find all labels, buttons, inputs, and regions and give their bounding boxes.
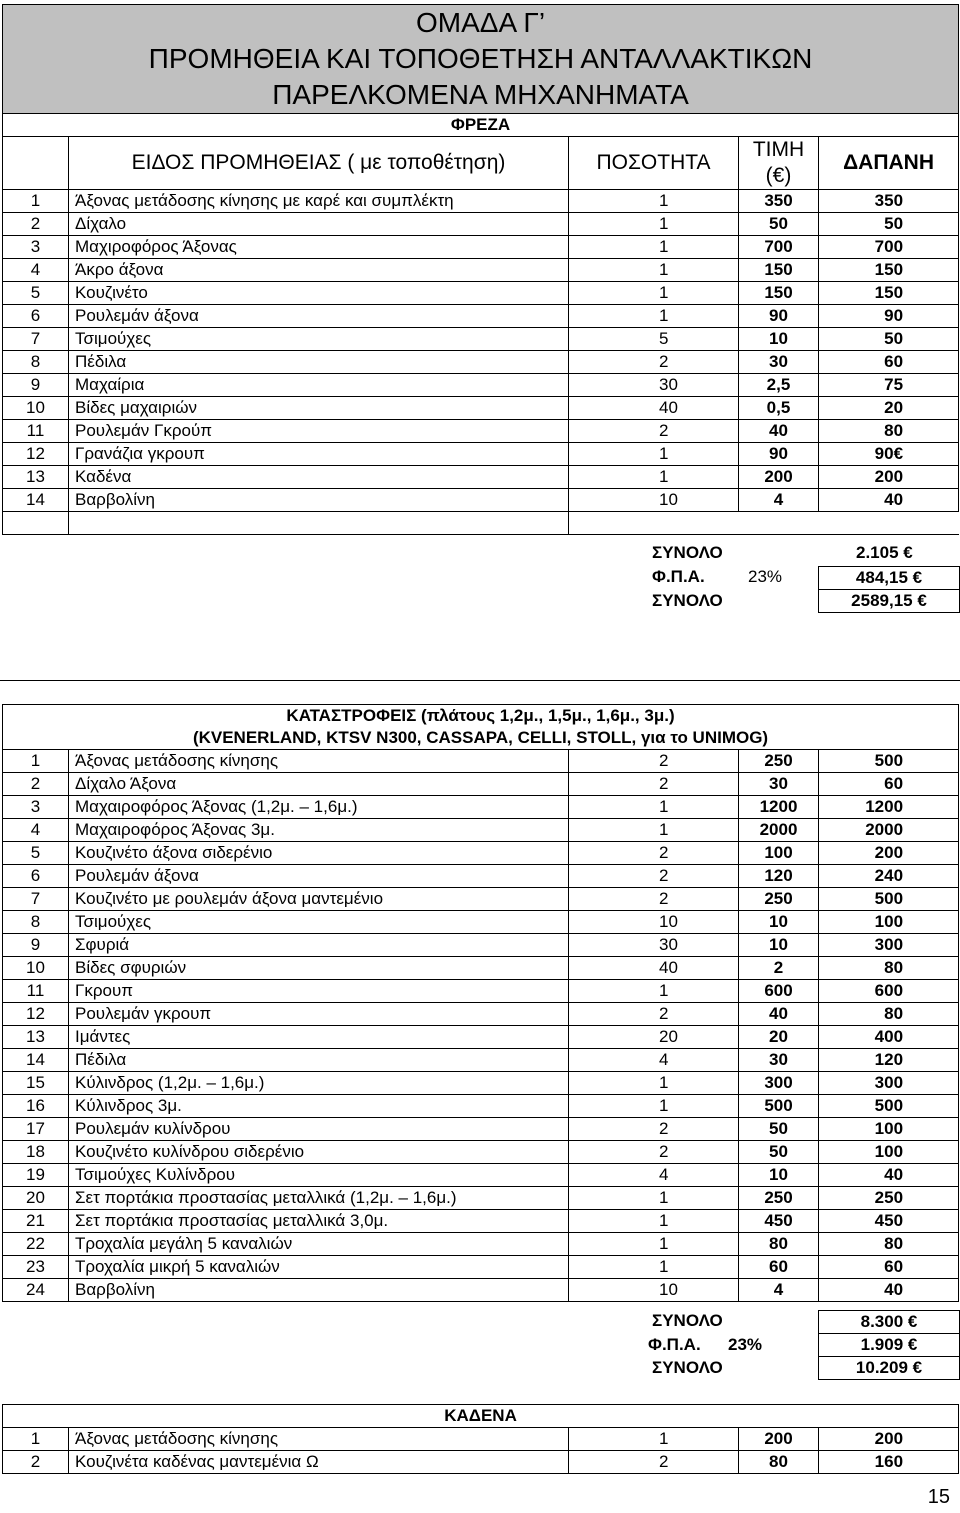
table-row	[3, 1141, 959, 1164]
row-price: 20	[739, 1026, 819, 1049]
table-row	[3, 1118, 959, 1141]
row-quantity: 2	[569, 1118, 739, 1141]
row-total: 300	[819, 934, 959, 957]
row-description: Γρανάζια γκρουπ	[69, 443, 569, 466]
row-price: 150	[739, 282, 819, 305]
row-description: Κουζινέτο με ρουλεμάν άξονα μαντεμένιο	[69, 888, 569, 911]
row-quantity: 10	[569, 911, 739, 934]
row-price: 50	[739, 213, 819, 236]
row-quantity: 1	[569, 282, 739, 305]
row-number: 14	[3, 489, 69, 512]
table-row	[3, 1428, 959, 1451]
row-quantity: 2	[569, 1003, 739, 1026]
row-description: Άξονας μετάδοσης κίνησης με καρέ και συμπλέκτη	[69, 190, 569, 213]
table-row	[3, 1095, 959, 1118]
row-price: 2,5	[739, 374, 819, 397]
row-number: 2	[3, 1451, 69, 1474]
row-total: 400	[819, 1026, 959, 1049]
row-total: 150	[819, 282, 959, 305]
row-price: 4	[739, 489, 819, 512]
row-price: 0,5	[739, 397, 819, 420]
row-number: 1	[3, 750, 69, 773]
table-row	[3, 328, 959, 351]
blank-cell	[569, 512, 959, 535]
row-number: 13	[3, 466, 69, 489]
row-description: Βίδες σφυριών	[69, 957, 569, 980]
row-price: 120	[739, 865, 819, 888]
row-price: 200	[739, 1428, 819, 1451]
row-number: 1	[3, 1428, 69, 1451]
table-row	[3, 1279, 959, 1302]
section2-title: ΚΑΤΑΣΤΡΟΦΕΙΣ (πλάτους 1,2μ., 1,5μ., 1,6μ., 3μ.)	[286, 706, 675, 725]
s2-vat-label: Φ.Π.Α.	[648, 1335, 701, 1354]
row-description: Ιμάντες	[69, 1026, 569, 1049]
section3-table	[2, 1404, 959, 1474]
table-row	[3, 1256, 959, 1279]
section3-name-row	[3, 1405, 959, 1428]
row-total: 50	[819, 328, 959, 351]
row-quantity: 2	[569, 1451, 739, 1474]
row-quantity: 1	[569, 796, 739, 819]
row-description: Βαρβολίνη	[69, 489, 569, 512]
row-quantity: 4	[569, 1164, 739, 1187]
row-quantity: 1	[569, 443, 739, 466]
row-price: 30	[739, 1049, 819, 1072]
row-number: 12	[3, 1003, 69, 1026]
row-number: 21	[3, 1210, 69, 1233]
header-cost: ΔΑΠΑΝΗ	[819, 137, 959, 190]
table-row	[3, 842, 959, 865]
row-description: Μαχαίρια	[69, 374, 569, 397]
row-quantity: 2	[569, 842, 739, 865]
row-total: 600	[819, 980, 959, 1003]
s2-vat-value: 1.909 €	[818, 1333, 960, 1357]
row-price: 250	[739, 750, 819, 773]
table-row	[3, 865, 959, 888]
table-row	[3, 489, 959, 512]
row-total: 40	[819, 489, 959, 512]
row-total: 60	[819, 1256, 959, 1279]
row-price: 250	[739, 1187, 819, 1210]
table-row	[3, 213, 959, 236]
row-description: Ρουλεμάν άξονα	[69, 865, 569, 888]
row-description: Ρουλεμάν άξονα	[69, 305, 569, 328]
row-price: 30	[739, 351, 819, 374]
row-quantity: 1	[569, 1428, 739, 1451]
row-total: 100	[819, 1118, 959, 1141]
row-description: Πέδιλα	[69, 1049, 569, 1072]
row-total: 500	[819, 888, 959, 911]
title-row	[3, 5, 959, 114]
row-total: 60	[819, 351, 959, 374]
row-price: 4	[739, 1279, 819, 1302]
header-row	[3, 137, 959, 190]
table-row	[3, 305, 959, 328]
row-quantity: 1	[569, 1072, 739, 1095]
s1-vat-rate: 23%	[748, 567, 783, 586]
section1-rows	[3, 190, 959, 512]
page-title	[3, 5, 959, 114]
row-price: 100	[739, 842, 819, 865]
row-description: Σετ πορτάκια προστασίας μεταλλικά 3,0μ.	[69, 1210, 569, 1233]
row-price: 30	[739, 773, 819, 796]
row-description: Μαχαιροφόρος Άξονας (1,2μ. – 1,6μ.)	[69, 796, 569, 819]
row-number: 20	[3, 1187, 69, 1210]
row-total: 75	[819, 374, 959, 397]
row-description: Τσιμούχες	[69, 911, 569, 934]
row-total: 450	[819, 1210, 959, 1233]
table-row	[3, 796, 959, 819]
row-number: 9	[3, 934, 69, 957]
row-description: Ρουλεμάν κυλίνδρου	[69, 1118, 569, 1141]
row-price: 80	[739, 1451, 819, 1474]
table-row	[3, 259, 959, 282]
s2-grand-label: ΣΥΝΟΛΟ	[652, 1358, 723, 1377]
table-row	[3, 1003, 959, 1026]
header-qty: ΠΟΣΟΤΗΤΑ	[569, 137, 739, 190]
row-total: 1200	[819, 796, 959, 819]
row-total: 60	[819, 773, 959, 796]
row-description: Σφυριά	[69, 934, 569, 957]
row-number: 19	[3, 1164, 69, 1187]
row-total: 150	[819, 259, 959, 282]
row-price: 80	[739, 1233, 819, 1256]
section1-name-row	[3, 114, 959, 137]
row-quantity: 1	[569, 1187, 739, 1210]
divider	[0, 680, 960, 681]
row-price: 450	[739, 1210, 819, 1233]
row-price: 500	[739, 1095, 819, 1118]
table-row	[3, 1210, 959, 1233]
row-total: 80	[819, 420, 959, 443]
table-row	[3, 980, 959, 1003]
row-number: 6	[3, 305, 69, 328]
row-quantity: 2	[569, 773, 739, 796]
row-number: 4	[3, 819, 69, 842]
row-number: 5	[3, 842, 69, 865]
row-number: 10	[3, 397, 69, 420]
s1-grand-value: 2589,15 €	[818, 589, 960, 613]
row-number: 7	[3, 328, 69, 351]
header-price-unit: (€)	[765, 164, 792, 187]
title-line-1: ΟΜΑΔΑ Γ’	[416, 7, 546, 38]
row-quantity: 10	[569, 1279, 739, 1302]
row-price: 2	[739, 957, 819, 980]
row-price: 50	[739, 1118, 819, 1141]
row-number: 22	[3, 1233, 69, 1256]
row-total: 300	[819, 1072, 959, 1095]
row-total: 90€	[819, 443, 959, 466]
row-description: Κουζινέτο άξονα σιδερένιο	[69, 842, 569, 865]
section2-rows	[3, 750, 959, 1302]
row-description: Καδένα	[69, 466, 569, 489]
row-description: Ρουλεμάν γκρουπ	[69, 1003, 569, 1026]
table-row	[3, 351, 959, 374]
row-price: 10	[739, 911, 819, 934]
table-row	[3, 443, 959, 466]
row-price: 700	[739, 236, 819, 259]
row-description: Σετ πορτάκια προστασίας μεταλλικά (1,2μ. – 1,6μ.)	[69, 1187, 569, 1210]
row-description: Βαρβολίνη	[69, 1279, 569, 1302]
table-row	[3, 819, 959, 842]
row-quantity: 1	[569, 980, 739, 1003]
row-total: 90	[819, 305, 959, 328]
row-number: 24	[3, 1279, 69, 1302]
row-price: 90	[739, 443, 819, 466]
row-number: 14	[3, 1049, 69, 1072]
section1-table	[2, 4, 959, 535]
row-number: 12	[3, 443, 69, 466]
row-price: 10	[739, 328, 819, 351]
row-price: 60	[739, 1256, 819, 1279]
row-description: Γκρουπ	[69, 980, 569, 1003]
row-total: 350	[819, 190, 959, 213]
row-number: 2	[3, 773, 69, 796]
row-quantity: 1	[569, 236, 739, 259]
row-number: 4	[3, 259, 69, 282]
row-description: Άξονας μετάδοσης κίνησης	[69, 1428, 569, 1451]
row-total: 240	[819, 865, 959, 888]
row-price: 250	[739, 888, 819, 911]
row-total: 80	[819, 1233, 959, 1256]
row-number: 10	[3, 957, 69, 980]
header-price	[739, 137, 819, 190]
row-quantity: 1	[569, 1256, 739, 1279]
row-total: 500	[819, 1095, 959, 1118]
table-row	[3, 282, 959, 305]
row-number: 15	[3, 1072, 69, 1095]
row-description: Κύλινδρος 3μ.	[69, 1095, 569, 1118]
table-row	[3, 934, 959, 957]
header-desc: ΕΙΔΟΣ ΠΡΟΜΗΘΕΙΑΣ ( με τοποθέτηση)	[69, 137, 569, 190]
blank-cell	[69, 512, 569, 535]
row-description: Τροχαλία μικρή 5 καναλιών	[69, 1256, 569, 1279]
row-total: 160	[819, 1451, 959, 1474]
row-price: 10	[739, 1164, 819, 1187]
row-quantity: 30	[569, 934, 739, 957]
row-quantity: 4	[569, 1049, 739, 1072]
row-price: 50	[739, 1141, 819, 1164]
section2-table	[2, 704, 959, 1302]
row-quantity: 1	[569, 213, 739, 236]
row-price: 10	[739, 934, 819, 957]
row-quantity: 2	[569, 888, 739, 911]
table-row	[3, 190, 959, 213]
row-quantity: 20	[569, 1026, 739, 1049]
header-price-label: ΤΙΜΗ	[752, 138, 805, 161]
row-quantity: 5	[569, 328, 739, 351]
row-number: 6	[3, 865, 69, 888]
row-price: 200	[739, 466, 819, 489]
row-number: 11	[3, 420, 69, 443]
row-total: 80	[819, 957, 959, 980]
row-description: Μαχιροφόρος Άξονας	[69, 236, 569, 259]
row-number: 7	[3, 888, 69, 911]
row-total: 200	[819, 842, 959, 865]
row-description: Άξονας μετάδοσης κίνησης	[69, 750, 569, 773]
row-price: 90	[739, 305, 819, 328]
row-total: 80	[819, 1003, 959, 1026]
section2-subtitle: (KVENERLAND, KTSV N300, CASSAPA, CELLI, STOLL, για το UNIMOG)	[192, 728, 769, 747]
s2-total-label: ΣΥΝΟΛΟ	[652, 1311, 723, 1330]
row-quantity: 1	[569, 190, 739, 213]
section2-name-row	[3, 705, 959, 750]
row-quantity: 2	[569, 351, 739, 374]
row-total: 40	[819, 1279, 959, 1302]
row-total: 20	[819, 397, 959, 420]
row-price: 600	[739, 980, 819, 1003]
title-line-2: ΠΡΟΜΗΘΕΙΑ ΚΑΙ ΤΟΠΟΘΕΤΗΣΗ ΑΝΤΑΛΛΑΚΤΙΚΩΝ	[148, 43, 813, 74]
row-quantity: 1	[569, 466, 739, 489]
row-total: 50	[819, 213, 959, 236]
blank-cell	[3, 512, 69, 535]
row-description: Βίδες μαχαιριών	[69, 397, 569, 420]
row-total: 100	[819, 911, 959, 934]
s1-grand-label: ΣΥΝΟΛΟ	[652, 591, 723, 610]
row-number: 2	[3, 213, 69, 236]
row-description: Δίχαλο	[69, 213, 569, 236]
table-row	[3, 1072, 959, 1095]
row-total: 100	[819, 1141, 959, 1164]
header-num	[3, 137, 69, 190]
table-row	[3, 888, 959, 911]
row-quantity: 10	[569, 489, 739, 512]
row-description: Τσιμούχες	[69, 328, 569, 351]
table-row	[3, 420, 959, 443]
row-quantity: 2	[569, 1141, 739, 1164]
row-description: Ρουλεμάν Γκρούπ	[69, 420, 569, 443]
row-number: 3	[3, 236, 69, 259]
row-total: 200	[819, 466, 959, 489]
row-number: 16	[3, 1095, 69, 1118]
title-line-3: ΠΑΡΕΛΚΟΜΕΝΑ ΜΗΧΑΝΗΜΑΤΑ	[272, 79, 689, 110]
row-description: Άκρο άξονα	[69, 259, 569, 282]
section2-name	[3, 705, 959, 750]
s2-grand-value: 10.209 €	[818, 1356, 960, 1380]
s1-vat-value: 484,15 €	[818, 566, 960, 590]
s1-total-value: 2.105 €	[856, 543, 913, 562]
table-row	[3, 1164, 959, 1187]
row-quantity: 1	[569, 1233, 739, 1256]
row-number: 18	[3, 1141, 69, 1164]
row-quantity: 2	[569, 865, 739, 888]
row-quantity: 30	[569, 374, 739, 397]
row-description: Πέδιλα	[69, 351, 569, 374]
row-quantity: 1	[569, 305, 739, 328]
s2-total-value: 8.300 €	[818, 1310, 960, 1334]
row-quantity: 2	[569, 750, 739, 773]
row-price: 300	[739, 1072, 819, 1095]
table-row	[3, 957, 959, 980]
row-number: 5	[3, 282, 69, 305]
row-price: 1200	[739, 796, 819, 819]
row-description: Δίχαλο Άξονα	[69, 773, 569, 796]
row-quantity: 1	[569, 819, 739, 842]
s1-vat-label: Φ.Π.Α.	[652, 567, 705, 586]
row-price: 350	[739, 190, 819, 213]
row-description: Κουζινέτο	[69, 282, 569, 305]
row-quantity: 40	[569, 397, 739, 420]
table-row	[3, 1233, 959, 1256]
table-row	[3, 1049, 959, 1072]
page-number: 15	[927, 1486, 950, 1508]
row-quantity: 40	[569, 957, 739, 980]
section3-name: ΚΑΔΕΝΑ	[3, 1405, 959, 1428]
row-number: 1	[3, 190, 69, 213]
row-price: 2000	[739, 819, 819, 842]
section1-name: ΦΡΕΖΑ	[3, 114, 959, 137]
row-price: 40	[739, 420, 819, 443]
row-quantity: 1	[569, 1210, 739, 1233]
row-description: Κουζινέτα καδένας μαντεμένια Ω	[69, 1451, 569, 1474]
row-total: 200	[819, 1428, 959, 1451]
row-total: 120	[819, 1049, 959, 1072]
row-description: Τσιμούχες Κυλίνδρου	[69, 1164, 569, 1187]
row-quantity: 1	[569, 1095, 739, 1118]
row-total: 2000	[819, 819, 959, 842]
table-row	[3, 374, 959, 397]
table-row	[3, 911, 959, 934]
row-number: 3	[3, 796, 69, 819]
table-row	[3, 397, 959, 420]
row-quantity: 1	[569, 259, 739, 282]
row-price: 40	[739, 1003, 819, 1026]
row-total: 500	[819, 750, 959, 773]
table-row	[3, 1026, 959, 1049]
row-description: Τροχαλία μεγάλη 5 καναλιών	[69, 1233, 569, 1256]
row-total: 40	[819, 1164, 959, 1187]
row-number: 9	[3, 374, 69, 397]
row-number: 8	[3, 351, 69, 374]
s2-vat-rate: 23%	[728, 1335, 763, 1354]
row-description: Μαχαιροφόρος Άξονας 3μ.	[69, 819, 569, 842]
table-row	[3, 1451, 959, 1474]
row-total: 700	[819, 236, 959, 259]
table-row	[3, 236, 959, 259]
row-quantity: 2	[569, 420, 739, 443]
row-number: 17	[3, 1118, 69, 1141]
blank-row	[3, 512, 959, 535]
s1-total-label: ΣΥΝΟΛΟ	[652, 543, 723, 562]
row-description: Κύλινδρος (1,2μ. – 1,6μ.)	[69, 1072, 569, 1095]
row-total: 250	[819, 1187, 959, 1210]
row-price: 150	[739, 259, 819, 282]
row-number: 8	[3, 911, 69, 934]
table-row	[3, 1187, 959, 1210]
row-number: 23	[3, 1256, 69, 1279]
table-row	[3, 750, 959, 773]
table-row	[3, 773, 959, 796]
table-row	[3, 466, 959, 489]
row-description: Κουζινέτο κυλίνδρου σιδερένιο	[69, 1141, 569, 1164]
row-number: 13	[3, 1026, 69, 1049]
section3-rows	[3, 1428, 959, 1474]
row-number: 11	[3, 980, 69, 1003]
